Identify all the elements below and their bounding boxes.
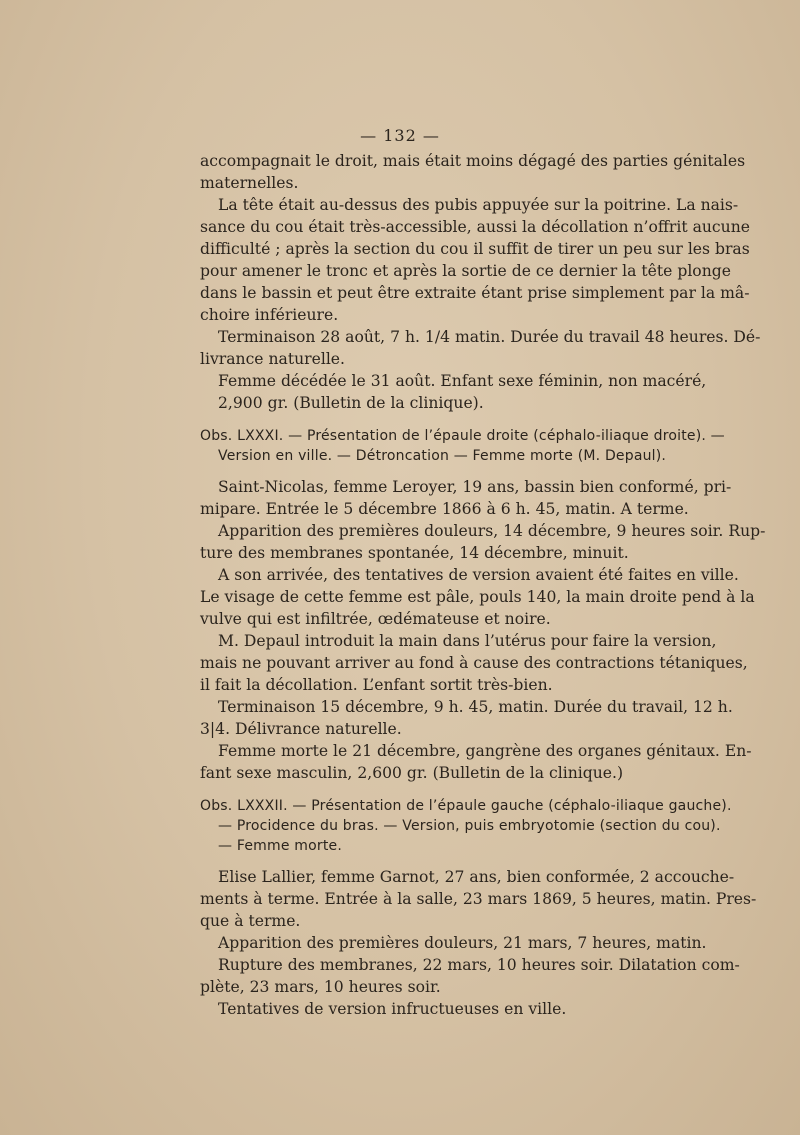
text-line: mais ne pouvant arriver au fond à cause des contractions tétaniques, (200, 654, 748, 672)
text-line: Terminaison 28 août, 7 h. 1/4 matin. Durée du travail 48 heures. Dé- (218, 328, 761, 346)
text-line: ments à terme. Entrée à la salle, 23 mars 1869, 5 heures, matin. Pres- (200, 890, 757, 908)
text-line: Le visage de cette femme est pâle, pouls 140, la main droite pend à la (200, 588, 755, 606)
text-line: vulve qui est infiltrée, œdémateuse et noire. (200, 610, 551, 628)
text-line: que à terme. (200, 912, 301, 930)
text-line: difficulté ; après la section du cou il suffit de tirer un peu sur les bras (200, 240, 750, 258)
text-line: 3|4. Délivrance naturelle. (200, 720, 402, 738)
observation-heading: Version en ville. — Détroncation — Femme morte (M. Depaul). (218, 448, 667, 464)
text-line: Elise Lallier, femme Garnot, 27 ans, bien conformée, 2 accouche- (218, 868, 735, 886)
text-line: maternelles. (200, 174, 299, 192)
text-line: ture des membranes spontanée, 14 décembre, minuit. (200, 544, 629, 562)
text-line: Terminaison 15 décembre, 9 h. 45, matin. Durée du travail, 12 h. (218, 698, 733, 716)
text-line: Rupture des membranes, 22 mars, 10 heures soir. Dilatation com- (218, 956, 740, 974)
text-line: Apparition des premières douleurs, 14 décembre, 9 heures soir. Rup- (218, 522, 766, 540)
text-line: Tentatives de version infructueuses en ville. (218, 1000, 567, 1018)
text-line: Femme morte le 21 décembre, gangrène des organes génitaux. En- (218, 742, 752, 760)
text-line: sance du cou était très-accessible, aussi la décollation n’offrit aucune (200, 218, 750, 236)
observation-heading: — Femme morte. (218, 838, 343, 854)
text-line: dans le bassin et peut être extraite étant prise simplement par la mâ- (200, 284, 750, 302)
text-line: pour amener le tronc et après la sortie de ce dernier la tête plonge (200, 262, 731, 280)
text-line: Femme décédée le 31 août. Enfant sexe féminin, non macéré, (218, 372, 707, 390)
text-line: accompagnait le droit, mais était moins dégagé des parties génitales (200, 152, 746, 170)
text-line: 2,900 gr. (Bulletin de la clinique). (218, 394, 484, 412)
text-line: A son arrivée, des tentatives de version avaient été faites en ville. (218, 566, 739, 584)
text-line: M. Depaul introduit la main dans l’utérus pour faire la version, (218, 632, 717, 650)
observation-heading: Obs. LXXXI. — Présentation de l’épaule droite (céphalo-iliaque droite). — (200, 428, 725, 444)
text-line: Apparition des premières douleurs, 21 mars, 7 heures, matin. (218, 934, 707, 952)
text-line: La tête était au-dessus des pubis appuyée sur la poitrine. La nais- (218, 196, 739, 214)
text-line: il fait la décollation. L’enfant sortit très-bien. (200, 676, 553, 694)
text-line: Saint-Nicolas, femme Leroyer, 19 ans, bassin bien conformé, pri- (218, 478, 732, 496)
text-line: livrance naturelle. (200, 350, 345, 368)
text-line: plète, 23 mars, 10 heures soir. (200, 978, 441, 996)
text-line: fant sexe masculin, 2,600 gr. (Bulletin de la clinique.) (200, 764, 624, 782)
page-number: — 132 — (360, 126, 440, 145)
text-line: choire inférieure. (200, 306, 339, 324)
observation-heading: Obs. LXXXII. — Présentation de l’épaule gauche (céphalo-iliaque gauche). (200, 798, 732, 814)
observation-heading: — Procidence du bras. — Version, puis embryotomie (section du cou). (218, 818, 721, 834)
text-line: mipare. Entrée le 5 décembre 1866 à 6 h. 45, matin. A terme. (200, 500, 689, 518)
